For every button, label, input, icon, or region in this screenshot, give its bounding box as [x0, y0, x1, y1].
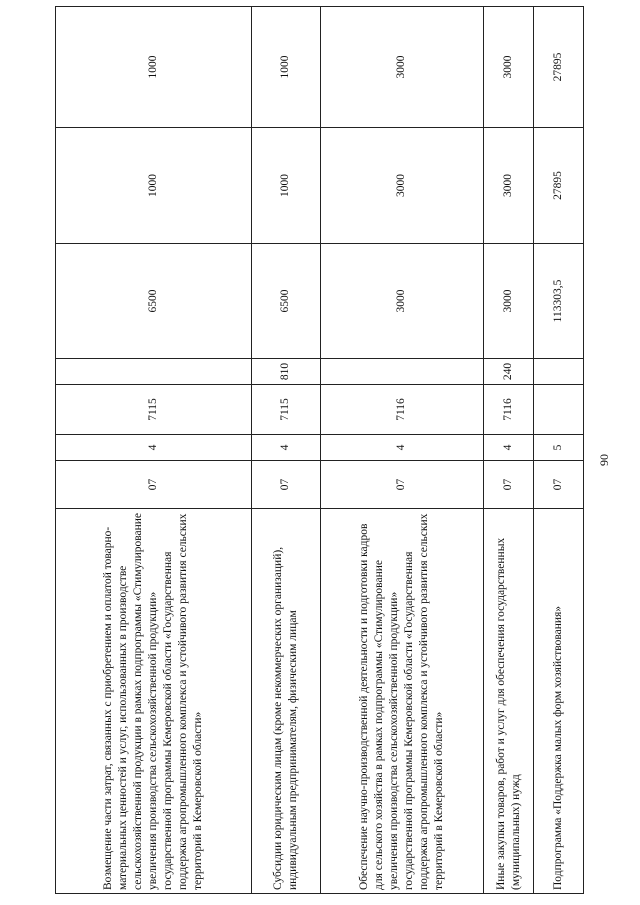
- table-row: [56, 7, 252, 894]
- section-code: 07: [320, 461, 483, 509]
- section-code: 07: [56, 461, 252, 509]
- amount-year-1: 6500: [56, 244, 252, 359]
- expense-type-code: 810: [251, 359, 320, 385]
- row-name: Субсидии юридическим лицам (кроме некоммерческих организаций), индивидуальным предпринимателям, физическим лицам: [251, 509, 320, 894]
- target-item-code: 7116: [483, 385, 534, 435]
- expense-type-code: 240: [483, 359, 534, 385]
- expense-type-code: [56, 359, 252, 385]
- expense-type-code: [320, 359, 483, 385]
- amount-year-1: 3000: [320, 244, 483, 359]
- table-row: [483, 7, 534, 894]
- budget-table: [55, 6, 584, 894]
- section-code: 07: [534, 461, 584, 509]
- amount-year-3: 1000: [251, 7, 320, 128]
- amount-year-2: 1000: [56, 128, 252, 244]
- table-row: [320, 7, 483, 894]
- row-name: Иные закупки товаров, работ и услуг для обеспечения государственных (муниципальных) нужд: [483, 509, 534, 894]
- amount-year-3: 3000: [320, 7, 483, 128]
- subsection-code: 4: [483, 435, 534, 461]
- row-name: Возмещение части затрат, связанных с приобретением и оплатой товарно-материальных ценностей и услуг, использованных в производстве сельскохозяйственной продукции в рамках подпрограммы «Стимулирование увеличения производства сельскохозяйственной продукции» государственной программы Кемеровской области «Государственная поддержка агропромышленного комплекса и устойчивого развития сельских территорий в Кемеровской области»: [56, 509, 252, 894]
- row-name: Обеспечение научно-производственной деятельности и подготовки кадров для сельского хозяйства в рамках подпрограммы «Стимулирование увеличения производства сельскохозяйственной продукции» государственной программы Кемеровской области «Государственная поддержка агропромышленного комплекса и устойчивого развития сельских территорий в Кемеровской области»: [320, 509, 483, 894]
- subsection-code: 4: [56, 435, 252, 461]
- amount-year-2: 3000: [320, 128, 483, 244]
- amount-year-1: 3000: [483, 244, 534, 359]
- amount-year-2: 27895: [534, 128, 584, 244]
- table-row: [534, 7, 584, 894]
- section-code: 07: [483, 461, 534, 509]
- amount-year-2: 1000: [251, 128, 320, 244]
- section-code: 07: [251, 461, 320, 509]
- amount-year-1: 113303,5: [534, 244, 584, 359]
- target-item-code: 7115: [251, 385, 320, 435]
- page-number: 90: [597, 454, 611, 466]
- expense-type-code: [534, 359, 584, 385]
- amount-year-3: 1000: [56, 7, 252, 128]
- amount-year-3: 27895: [534, 7, 584, 128]
- amount-year-2: 3000: [483, 128, 534, 244]
- target-item-code: 7115: [56, 385, 252, 435]
- target-item-code: 7116: [320, 385, 483, 435]
- subsection-code: 4: [320, 435, 483, 461]
- target-item-code: [534, 385, 584, 435]
- row-name: Подпрограмма «Поддержка малых форм хозяйствования»: [534, 509, 584, 894]
- subsection-code: 5: [534, 435, 584, 461]
- amount-year-1: 6500: [251, 244, 320, 359]
- table-row: [251, 7, 320, 894]
- subsection-code: 4: [251, 435, 320, 461]
- amount-year-3: 3000: [483, 7, 534, 128]
